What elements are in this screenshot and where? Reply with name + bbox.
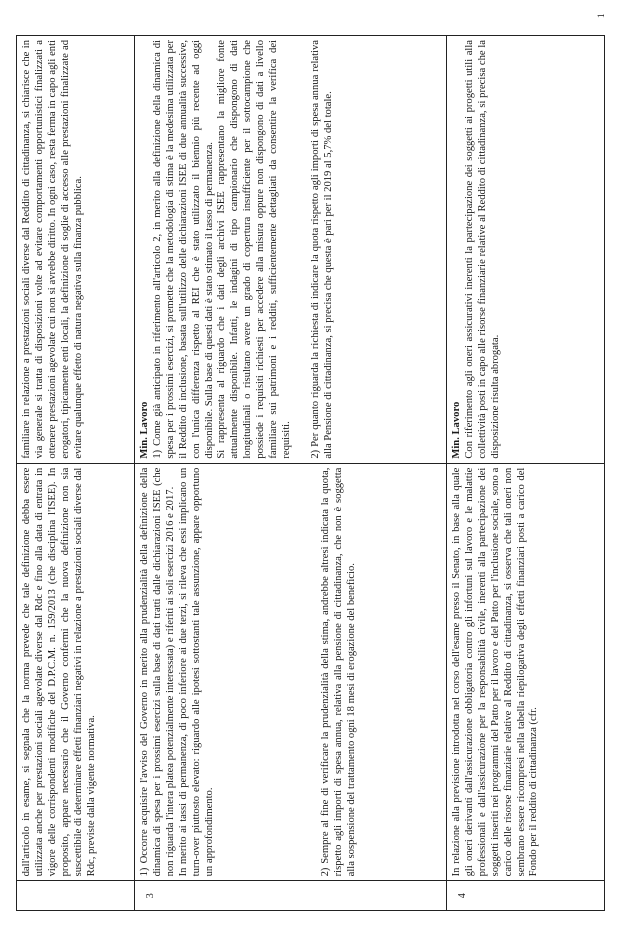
response-text: Con riferimento agli oneri assicurativi inerenti la partecipazione dei soggetti ai progetti utili alla collettività posti in capo alle risorse finanziarie relative al Reddito di cittadinanza, si precisa che la disposizione risulta abrogata.	[463, 40, 501, 459]
response-cell	[135, 36, 447, 464]
response-text: familiare in relazione a prestazioni sociali diverse dal Reddito di cittadinanza, si chiarisce che in via generale si tratta di disposizioni volte ad evitare comportamenti opportunistici finalizzati a ottenere prestazioni agevolate cui non si avrebbe diritto. In ogni caso, resta ferma in capo agli enti erogatori, tipicamente enti locali, la definizione di soglie di accesso alle prestazioni finalizzate ad evitare qualunque effetto di natura negativa sulla finanza pubblica.	[21, 40, 84, 459]
row-number: 3	[135, 881, 447, 911]
table-row	[135, 36, 447, 911]
observations-table	[16, 35, 605, 911]
table-row	[17, 36, 135, 911]
page-number: 1	[596, 13, 606, 18]
observation-text: dall'articolo in esame, si segnala che la norma prevede che tale definizione debba essere utilizzata anche per prestazioni sociali agevolate diverse dal Rdc e fino alla data di entrata in vigore delle corrispondenti modifiche del D.P.C.M. n. 159/2013 (che disciplina l'ISEE). In proposito, appare necessario che il Governo confermi che la nuova definizione non sia suscettibile di determinare effetti finanziari negativi in relazione a prestazioni sociali diverse dal Rdc, previste dalla vigente normativa.	[21, 467, 97, 877]
observation-cell	[17, 463, 135, 881]
response-cell	[447, 36, 605, 464]
response-heading: Min. Lavoro	[451, 401, 462, 459]
row-number	[17, 881, 135, 911]
table-row	[447, 36, 605, 911]
observation-cell	[447, 463, 605, 881]
observation-text: 2) Sempre al fine di verificare la prudenzialità della stima, andrebbe altresì indicata la quota, rispetto agli importi di spesa annua, relativa alla pensione di cittadinanza, che non è soggetta alla sospensione del trattamento ogni 18 mesi di erogazione del beneficio.	[320, 467, 358, 877]
row-number: 4	[447, 881, 605, 911]
response-text: Si rappresenta al riguardo che i dati degli archivi ISEE rappresentano la migliore fonte attualmente disponibile. Infatti, le indagini di tipo campionario che dispongono di dati longitudinali o risultano avere un grado di copertura insufficiente per il sottocampione che possiede i requisiti richiesti per accedere alla misura oppure non dispongono di dati a livello familiare sui patrimoni e i redditi, sufficientemente dettagliati da consentire la verifica dei requisiti.	[216, 40, 292, 459]
observation-text: In merito ai tassi di permanenza, di poco inferiore ai due terzi, si rileva che essi implicano un turn-over piuttosto elevato: riguardo alle ipotesi sottostanti tale assunzione, appare opportuno un approfondimento.	[177, 467, 215, 877]
response-heading: Min. Lavoro	[139, 401, 150, 459]
observation-text: 1) Occorre acquisire l'avviso del Governo in merito alla prudenzialità della definizione della dinamica di spesa per i prossimi esercizi sulla base di dati tratti dalle dichiarazioni ISEE (che non riguarda l'intera platea potenzialmente interessata) e riferiti ai soli esercizi 2016 e 2017.	[139, 467, 176, 877]
response-text: 2) Per quanto riguarda la richiesta di indicare la quota rispetto agli importi di spesa annua relativa alla Pensione di cittadinanza, si precisa che questa è pari per il 2019 al 5,7% del totale.	[309, 40, 334, 459]
observation-text: In relazione alla previsione introdotta nel corso dell'esame presso il Senato, in base alla quale gli oneri derivanti dall'assicurazione obbligatoria contro gli infortuni sul lavoro e le malattie professionali e dall'assicurazione per la responsabilità civile, inerenti alla partecipazione dei soggetti inseriti nei programmi del Patto per il lavoro e del Patto per l'inclusione sociale, sono a carico delle risorse finanziarie relative al Reddito di cittadinanza, si osserva che tali oneri non sembrano essere ricompresi nella tabella riepilogativa degli effetti finanziari posti a carico del Fondo per il reddito di cittadinanza (cfr.	[451, 467, 540, 877]
observation-cell	[135, 463, 447, 881]
response-text: 1) Come già anticipato in riferimento all'articolo 2, in merito alla definizione della dinamica di spesa per i prossimi esercizi, si premette che la metodologia di stima è la medesima utilizzata per il Reddito di inclusione, basata sull'utilizzo delle dichiarazioni ISEE di due annualità successive, con l'unica differenza rispetto al REI che è stato utilizzato il biennio più recente ad oggi disponibile. Sulla base di questi dati è stato stimato il tasso di permanenza.	[151, 40, 215, 459]
response-cell	[17, 36, 135, 464]
